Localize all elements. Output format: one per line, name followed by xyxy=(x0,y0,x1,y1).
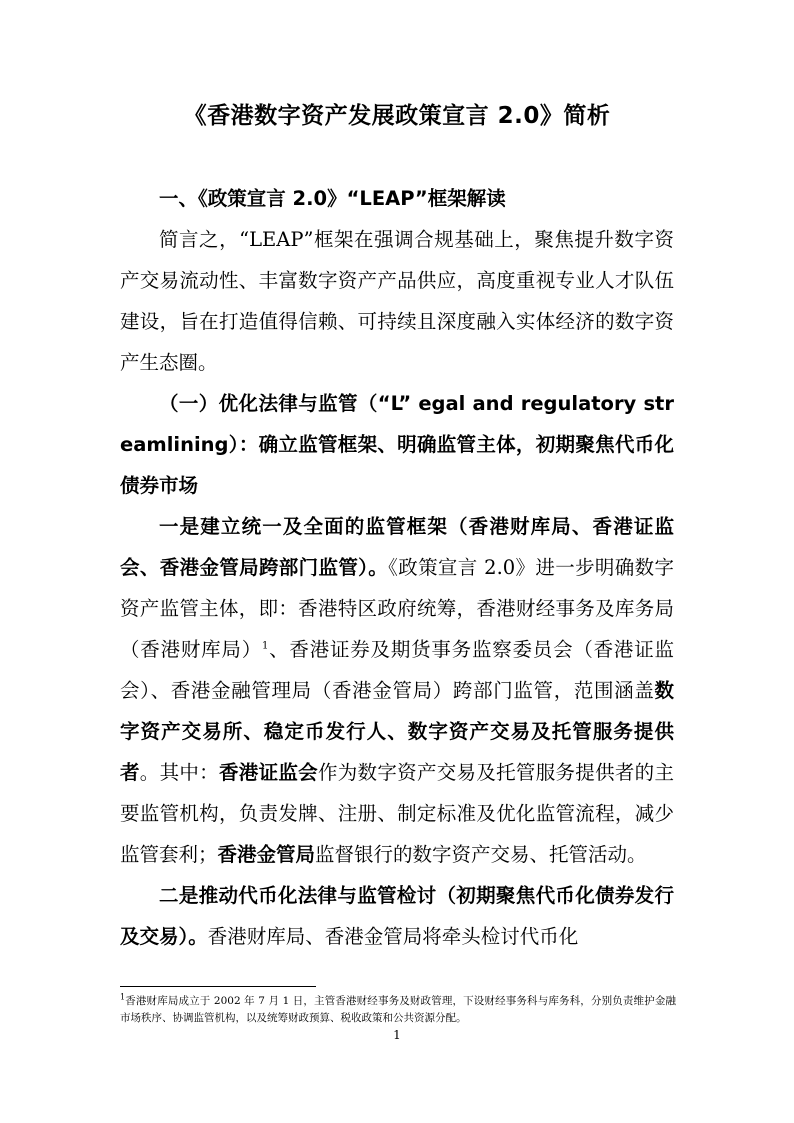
regulatory-scope: 数字资产交易所、稳定币发行人、数字资产交易及托管服务提供者 xyxy=(120,679,674,784)
point-one-text-c: 。其中： xyxy=(139,761,219,784)
footnote-marker: 1 xyxy=(120,992,126,1002)
intro-paragraph: 简言之，“LEAP”框架在强调合规基础上，聚焦提升数字资产交易流动性、丰富数字资产产品供应，高度重视专业人才队伍建设，旨在打造值得信赖、可持续且深度融入实体经济的数字资产生态圈。 xyxy=(120,228,674,374)
point-one-paragraph xyxy=(120,506,674,875)
point-one-text-e: 监督银行的数字资产交易、托管活动。 xyxy=(315,843,647,866)
page-number: 1 xyxy=(393,1028,401,1042)
footnote-text: 香港财库局成立于 2002 年 7 月 1 日，主管香港财经事务及财政管理，下设财经事务科与库务科，分别负责维护金融市场秩序、协调监管机构，以及统筹财政预算、税收政策和公共资源分配。 xyxy=(120,995,676,1024)
section-heading: 一、《政策宣言 2.0》“LEAP”框架解读 xyxy=(159,187,506,210)
footnote xyxy=(120,993,676,1027)
document-title: 《香港数字资产发展政策宣言 2.0》简析 xyxy=(183,103,611,129)
footnote-reference[interactable]: 1 xyxy=(261,640,269,652)
point-one-text-a: 《政策宣言 2.0》进一步明确数字资产监管主体，即：香港特区政府统筹，香港财经事务及库务局（香港财库局） xyxy=(120,556,674,661)
point-one-text-d: 作为数字资产交易及托管服务提供者的主要监管机构，负责发牌、注册、制定标准及优化监管流程，减少监管套利； xyxy=(120,761,674,866)
point-two-text: 香港财库局、香港金管局将牵头检讨代币化 xyxy=(207,925,579,948)
sfc-label: 香港证监会 xyxy=(218,761,318,784)
footnote-divider xyxy=(120,986,316,987)
point-two-paragraph xyxy=(120,875,674,957)
point-one-lead: 一是建立统一及全面的监管框架（香港财库局、香港证监会、香港金管局跨部门监管）。 xyxy=(120,515,674,579)
point-one-text-b: 、香港证券及期货事务监察委员会（香港证监会）、香港金融管理局（香港金管局）跨部门监管，范围涵盖 xyxy=(120,638,674,702)
point-two-lead: 二是推动代币化法律与监管检讨（初期聚焦代币化债券发行及交易）。 xyxy=(120,884,674,948)
hkma-label: 香港金管局 xyxy=(217,843,316,866)
subsection-heading: （一）优化法律与监管（“L” egal and regulatory streamlining）：确立监管框架、明确监管主体，初期聚焦代币化债券市场 xyxy=(120,392,674,497)
document-body xyxy=(120,178,674,957)
